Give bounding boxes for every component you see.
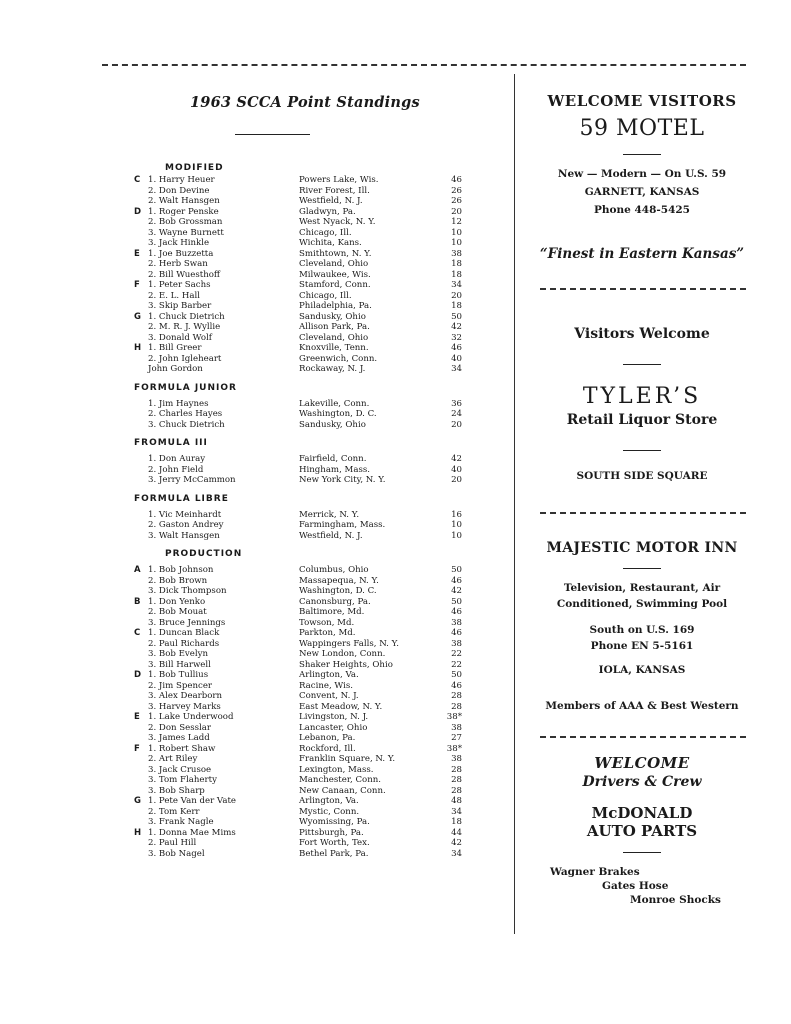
driver-points: 50 [451,596,462,607]
ad-divider-2 [540,512,746,514]
driver-location: Washington, D. C. [299,586,377,596]
class-letter: E [134,248,140,259]
driver-points: 26 [451,196,462,206]
driver-points: 20 [451,206,462,217]
driver-points: 38* [446,712,462,722]
driver-name: 2. Jim Spencer [148,680,213,691]
standings-row [100,420,500,431]
driver-name: 1. Vic Meinhardt [148,509,222,520]
standings-row [100,733,500,744]
mcdonald-welcome: WELCOME [594,754,690,772]
motel-rule [623,154,661,155]
standings-row [100,649,500,660]
driver-name: 3. Walt Hansgen [148,530,220,541]
majestic-city: IOLA, KANSAS [598,664,686,676]
driver-location: Rockaway, N. J. [299,364,366,374]
standings-row [100,531,500,542]
driver-location: Lakeville, Conn. [299,398,370,409]
driver-name: 2. Bob Grossman [148,217,223,227]
class-letter: E [134,712,140,722]
tylers-rule-1 [623,364,661,365]
standings-row [100,399,500,410]
driver-name: 2. John Igleheart [148,353,222,364]
standings-row [100,510,500,521]
driver-location: Arlington, Va. [299,670,359,680]
driver-name: 2. Bob Mouat [148,607,207,617]
driver-points: 18 [451,817,462,827]
majestic-rule [623,568,661,569]
driver-location: Hingham, Mass. [299,464,371,475]
driver-name: 1. Donna Mae Mims [148,827,236,838]
driver-location: Powers Lake, Wis. [299,175,379,185]
standings-row [100,312,500,323]
driver-name: 3. Frank Nagle [148,817,214,827]
driver-location: New London, Conn. [299,649,386,659]
standings-row [100,786,500,797]
standings-row [100,409,500,420]
driver-points: 18 [451,259,462,269]
section-heading: FORMULA JUNIOR [134,382,237,393]
motel-phone: Phone 448-5425 [593,204,690,216]
driver-name: 3. Jack Hinkle [148,238,210,248]
driver-points: 38 [451,754,462,764]
driver-location: Rockford, Ill. [299,743,356,754]
driver-name: 2. Gaston Andrey [148,520,224,530]
motel-city: GARNETT, KANSAS [584,186,700,198]
driver-points: 46 [451,680,462,691]
driver-location: Arlington, Va. [299,796,359,806]
column-divider [514,74,515,934]
driver-location: Parkton, Md. [299,628,356,638]
standings-row [100,249,500,260]
standings-row [100,723,500,734]
standings-row [100,270,500,281]
standings-row [100,280,500,291]
driver-points: 46 [451,575,462,586]
driver-points: 34 [451,806,462,817]
standings-row [100,343,500,354]
driver-points: 24 [451,409,462,419]
driver-points: 28 [451,775,462,785]
driver-name: 2. E. L. Hall [148,290,200,301]
driver-location: River Forest, Ill. [299,185,370,196]
driver-points: 46 [451,343,462,353]
section-heading: FROMULA III [134,438,208,448]
driver-name: 2. Art Riley [148,754,198,764]
driver-name: 2. Paul Richards [148,638,220,649]
driver-points: 34 [451,848,462,859]
driver-name: 1. Bob Tullius [148,670,209,680]
driver-location: Allison Park, Pa. [299,322,370,332]
driver-location: Manchester, Conn. [299,775,382,785]
driver-name: 3. Skip Barber [148,301,212,311]
driver-location: Merrick, N. Y. [299,509,360,520]
driver-location: Racine, Wis. [299,680,354,691]
standings-row [100,175,500,186]
driver-name: 1. Chuck Dietrich [148,311,225,322]
standings-sections [100,162,500,859]
driver-location: Gladwyn, Pa. [299,206,356,217]
motel-slogan: “Finest in Eastern Kansas” [539,246,745,262]
standings-row [100,322,500,333]
driver-points: 10 [451,520,462,530]
majestic-members: Members of AAA & Best Western [545,700,739,712]
driver-points: 20 [451,419,462,430]
driver-points: 38 [451,248,462,259]
driver-points: 42 [451,838,462,848]
standings-row [100,628,500,639]
driver-location: Livingston, N. J. [299,712,369,722]
driver-name: 1. Robert Shaw [148,743,216,754]
section-heading: MODIFIED [165,163,224,173]
driver-location: Wichita, Kans. [299,238,362,248]
standings-row [100,849,500,860]
mcdonald-item-3: Monroe Shocks [630,894,721,906]
driver-name: 2. M. R. J. Wyllie [148,322,221,332]
driver-name: 3. Wayne Burnett [148,227,224,238]
mcdonald-rule [623,852,661,853]
standings-row [100,639,500,650]
driver-name: 2. Paul Hill [148,838,197,848]
motel-line1: New — Modern — On U.S. 59 [557,168,727,180]
driver-points: 18 [451,301,462,311]
standings-row [100,259,500,270]
driver-location: Shaker Heights, Ohio [299,659,393,670]
driver-points: 27 [451,733,462,743]
driver-location: Canonsburg, Pa. [299,596,371,607]
driver-name: 2. Herb Swan [148,259,208,269]
driver-name: 1. Don Auray [148,454,206,464]
driver-points: 46 [451,175,462,185]
standings-row [100,586,500,597]
standings-row [100,807,500,818]
driver-points: 50 [451,311,462,322]
driver-points: 46 [451,607,462,617]
driver-name: 3. Bob Nagel [148,848,205,859]
driver-location: Towson, Md. [299,617,355,628]
mcdonald-name-1: McDONALD [591,804,693,822]
driver-name: 2. John Field [148,464,204,475]
driver-location: Smithtown, N. Y. [299,248,372,259]
standings-row [100,364,500,375]
standings-row [100,520,500,531]
driver-name: 1. Don Yenko [148,596,206,607]
class-letter: B [134,596,141,607]
standings-row [100,828,500,839]
driver-location: Chicago, Ill. [299,227,352,238]
driver-points: 26 [451,185,462,196]
driver-location: Philadelphia, Pa. [299,301,372,311]
driver-name: 3. Bill Harwell [148,659,211,670]
standings-row [100,186,500,197]
driver-points: 28 [451,691,462,701]
driver-name: 3. Bob Sharp [148,785,205,796]
driver-name: 1. Lake Underwood [148,712,234,722]
mcdonald-item-2: Gates Hose [602,880,669,892]
standings-row [100,228,500,239]
driver-points: 32 [451,332,462,343]
standings-row [100,565,500,576]
standings-row [100,576,500,587]
driver-name: 1. Pete Van der Vate [148,796,236,806]
driver-name: John Gordon [148,364,203,374]
tylers-subtitle: Retail Liquor Store [566,412,718,428]
class-letter: F [134,743,140,754]
driver-location: Fairfield, Conn. [299,454,367,464]
driver-location: Sandusky, Ohio [299,311,366,322]
driver-location: Columbus, Ohio [299,565,369,575]
driver-name: 3. Bob Evelyn [148,649,209,659]
class-letter: H [134,343,142,353]
driver-location: Baltimore, Md. [299,607,365,617]
class-letter: G [134,796,141,806]
mcdonald-name-2: AUTO PARTS [586,822,698,840]
class-letter: C [134,175,141,185]
driver-location: Fort Worth, Tex. [299,838,370,848]
driver-location: New Canaan, Conn. [299,785,386,796]
standings-row [100,765,500,776]
tylers-name: TYLER’S [582,384,702,409]
driver-location: Franklin Square, N. Y. [299,754,396,764]
driver-points: 20 [451,475,462,485]
standings-row [100,681,500,692]
driver-location: Wappingers Falls, N. Y. [299,638,399,649]
driver-name: 1. Roger Penske [148,206,219,217]
standings-row [100,744,500,755]
driver-location: Chicago, Ill. [299,290,352,301]
standings-row [100,475,500,486]
ad-divider-3 [540,736,746,738]
majestic-line1: Television, Restaurant, Air [563,582,721,594]
driver-location: Farmingham, Mass. [299,520,386,530]
class-letter: G [134,311,141,322]
mcdonald-item-1: Wagner Brakes [550,866,640,878]
standings-row [100,301,500,312]
driver-name: 1. Peter Sachs [148,280,211,290]
driver-points: 34 [451,280,462,290]
driver-points: 34 [451,364,462,374]
driver-name: 3. Tom Flaherty [148,775,217,785]
driver-location: Milwaukee, Wis. [299,269,371,280]
driver-location: Wyomissing, Pa. [299,817,370,827]
driver-location: Knoxville, Tenn. [299,343,369,353]
title-rule [235,134,310,135]
class-letter: A [134,565,141,575]
driver-points: 50 [451,670,462,680]
standings-row [100,775,500,786]
class-letter: D [134,670,142,680]
driver-points: 20 [451,290,462,301]
driver-name: 3. Dick Thompson [148,586,227,596]
driver-points: 38 [451,638,462,649]
majestic-phone: Phone EN 5-5161 [590,640,694,652]
standings-row [100,691,500,702]
driver-name: 2. Don Sesslar [148,722,212,733]
standings-row [100,796,500,807]
motel-name: 59 MOTEL [579,116,705,141]
driver-location: Stamford, Conn. [299,280,371,290]
driver-location: Lebanon, Pa. [299,733,356,743]
ad-divider-1 [540,288,746,290]
driver-points: 42 [451,586,462,596]
driver-location: East Meadow, N. Y. [299,701,383,712]
standings-row [100,754,500,765]
driver-location: Cleveland, Ohio [299,332,369,343]
driver-points: 28 [451,785,462,796]
top-dashed-rule [102,64,746,66]
driver-points: 16 [451,509,462,520]
driver-name: 3. Alex Dearborn [148,691,223,701]
driver-name: 3. Bruce Jennings [148,617,226,628]
page-title: 1963 SCCA Point Standings [190,94,420,111]
driver-points: 50 [451,565,462,575]
standings-row [100,354,500,365]
driver-points: 12 [451,217,462,227]
driver-name: 2. Walt Hansgen [148,196,220,206]
standings-row [100,712,500,723]
majestic-directions: South on U.S. 169 [589,624,695,636]
standings-row [100,817,500,828]
standings-row [100,238,500,249]
driver-name: 1. Bob Johnson [148,565,214,575]
driver-name: 1. Bill Greer [148,343,202,353]
driver-name: 2. Bill Wuesthoff [148,269,221,280]
standings-row [100,465,500,476]
driver-name: 1. Jim Haynes [148,398,209,409]
standings-row [100,454,500,465]
standings-row [100,670,500,681]
driver-points: 42 [451,454,462,464]
driver-points: 18 [451,269,462,280]
driver-location: Greenwich, Conn. [299,353,378,364]
driver-location: Lexington, Mass. [299,764,374,775]
section-heading: FORMULA LIBRE [134,493,229,504]
motel-welcome: WELCOME VISITORS [547,92,737,110]
class-letter: F [134,280,140,290]
section-heading: PRODUCTION [165,549,243,559]
class-letter: C [134,628,141,638]
driver-name: 2. Don Devine [148,185,210,196]
standings-row [100,660,500,671]
majestic-line2: Conditioned, Swimming Pool [556,598,728,610]
driver-name: 1. Harry Heuer [148,175,215,185]
standings-row [100,196,500,207]
standings-row [100,838,500,849]
driver-name: 1. Duncan Black [148,628,220,638]
driver-name: 3. Jack Crusoe [148,764,212,775]
driver-points: 40 [451,464,462,475]
standings-row [100,207,500,218]
driver-points: 38 [451,617,462,628]
driver-name: 2. Bob Brown [148,575,208,586]
driver-location: West Nyack, N. Y. [299,217,376,227]
driver-name: 2. Charles Hayes [148,409,223,419]
driver-location: New York City, N. Y. [299,475,386,485]
driver-points: 10 [451,227,462,238]
driver-name: 1. Joe Buzzetta [148,248,214,259]
driver-location: Bethel Park, Pa. [299,848,369,859]
mcdonald-subtitle: Drivers & Crew [582,774,702,790]
driver-points: 22 [451,649,462,659]
driver-points: 46 [451,628,462,638]
driver-points: 44 [451,827,462,838]
standings-row [100,702,500,713]
driver-name: 3. Donald Wolf [148,332,212,343]
tylers-welcome: Visitors Welcome [574,326,710,342]
driver-points: 10 [451,530,462,541]
driver-name: 3. Jerry McCammon [148,475,236,485]
driver-points: 22 [451,659,462,670]
class-letter: D [134,206,142,217]
driver-points: 38 [451,722,462,733]
standings-row [100,597,500,608]
driver-name: 3. Harvey Marks [148,701,221,712]
driver-points: 38* [446,743,462,754]
standings-row [100,217,500,228]
driver-name: 2. Tom Kerr [148,806,200,817]
driver-location: Westfield, N. J. [299,530,363,541]
driver-location: Cleveland, Ohio [299,259,369,269]
driver-location: Massapequa, N. Y. [299,575,379,586]
standings-row [100,291,500,302]
majestic-name: MAJESTIC MOTOR INN [546,540,738,556]
class-letter: H [134,827,142,838]
driver-points: 28 [451,701,462,712]
driver-location: Washington, D. C. [299,409,377,419]
standings-row [100,607,500,618]
driver-points: 28 [451,764,462,775]
driver-points: 40 [451,353,462,364]
driver-name: 3. Chuck Dietrich [148,419,225,430]
driver-name: 3. James Ladd [148,733,210,743]
driver-location: Westfield, N. J. [299,196,363,206]
tylers-rule-2 [623,450,661,451]
driver-location: Convent, N. J. [299,691,359,701]
driver-location: Sandusky, Ohio [299,419,366,430]
driver-location: Lancaster, Ohio [299,722,368,733]
driver-location: Pittsburgh, Pa. [299,827,364,838]
driver-points: 48 [451,796,462,806]
driver-points: 36 [451,398,462,409]
tylers-location: SOUTH SIDE SQUARE [576,470,708,482]
standings-row [100,618,500,629]
driver-location: Mystic, Conn. [299,806,360,817]
standings-row [100,333,500,344]
driver-points: 42 [451,322,462,332]
driver-points: 10 [451,238,462,248]
